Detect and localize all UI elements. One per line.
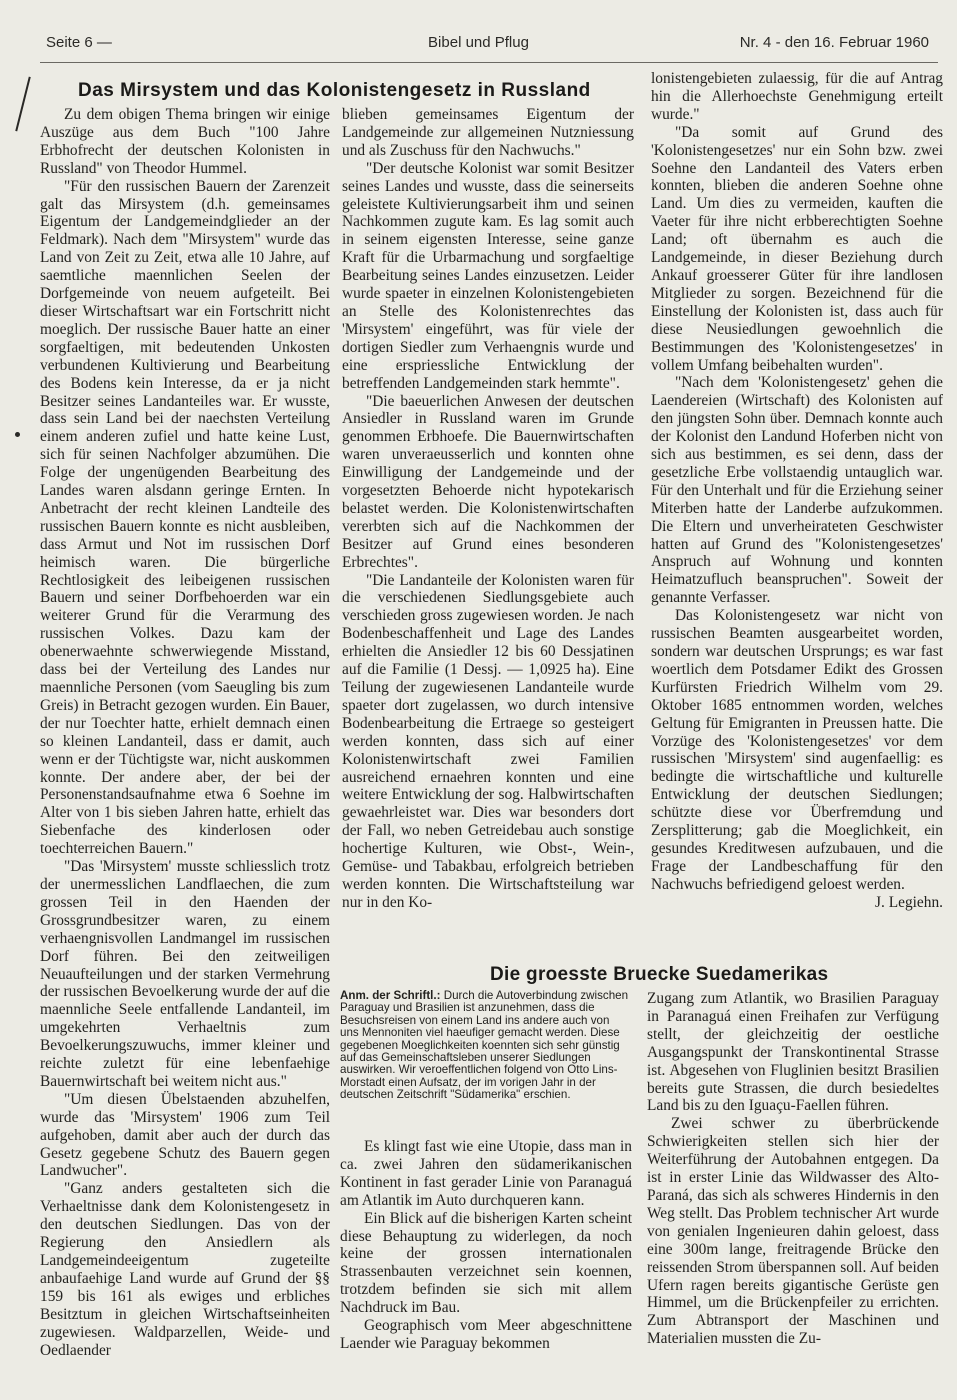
editor-note bbox=[340, 990, 630, 1136]
paragraph: Zugang zum Atlantik, wo Brasilien Paraguay in Paranaguá einen Freihafen zur Verfügung stellt, der gleichzeitig der oestliche Ausgangspunkt der Transkontinental Strasse ist. Abgesehen von Fluglinien besitzt Brasilien bereits gute Strassen, die durch besiedeltes Land bis zu den Iguaçu-Faellen führen. bbox=[647, 990, 939, 1115]
issue-date: Nr. 4 - den 16. Februar 1960 bbox=[739, 34, 929, 51]
paragraph: Zu dem obigen Thema bringen wir einige Auszüge aus dem Buch "100 Jahre Erbhofrecht der deutschen Kolonisten in Russland" von Theodor Hummel. bbox=[40, 106, 330, 177]
paragraph: "Der deutsche Kolonist war somit Besitzer seines Landes und wusste, dass die seinerseits geleistete Kultivierungsarbeit ihm und seinen Nachkommen zugute kam. Es lag somit auch in seinem eigensten Interesse, seine ganze Kraft für die Urbarmachung und sorgfaeltige Bearbeitung seines Landes einzusetzen. Leider wurde spaeter in einzelnen Kolonistengebieten an Stelle des Kolonistenrechtes das 'Mirsystem' eingeführt, was für viele der dortigen Siedler zum Verhaengnis wurde und eine erspriessliche Entwicklung der betreffenden Landgemeinden stark hemmte". bbox=[342, 159, 634, 392]
margin-dot bbox=[15, 432, 20, 437]
article2-title: Die groesste Bruecke Suedamerikas bbox=[490, 964, 829, 985]
paragraph: Geographisch vom Meer abgeschnittene Laender wie Paraguay bekommen bbox=[340, 1317, 632, 1352]
paragraph: "Da somit auf Grund des 'Kolonistengesetzes' nur ein Sohn bzw. zwei Soehne den Landanteil des Vaters erben konnten, blieben die anderen Soehne ohne Land. Um dies zu vermeiden, kauften die Vaeter für ihre nicht erbberechtigten Soehne Land; oft übernahm es auch die Landgemeinde, in dieser Beziehung durch Ankauf groesserer Güter für ihre landlosen Mitglieder zu sorgen. Bezeichnend für die Einstellung der Kolonisten ist, dass auch für diese Neusiedlungen gewoehnlich die Bestimmungen des 'Kolonistengesetzes' in vollem Umfang beibehalten wurden". bbox=[651, 123, 943, 374]
article1-column-3 bbox=[651, 70, 943, 950]
article2-column-2 bbox=[647, 990, 939, 1396]
paragraph: "Die baeuerlichen Anwesen der deutschen Ansiedler in Russland waren im Grunde genommen Erbhoefe. Die Bauernwirtschaften waren unveraeusserlich und konnten ohne Einwilligung der Landgemeinde und der vorgesetzten Behoerde nicht hypotekarisch belastet werden. Die Kolonistenwirtschaften vererbten sich auf die Nachkommen der Besitzer auf Grund eines besonderen Erbrechtes". bbox=[342, 392, 634, 571]
margin-mark bbox=[15, 77, 30, 132]
paragraph: Das Kolonistengesetz war nicht von russischen Beamten ausgearbeitet worden, sondern war deutschen Ursprungs; es war fast woertlich dem Potsdamer Edikt des Grossen Kurfürsten Friedrich Wilhelm vom 29. Oktober 1685 entnommen worden, welches Geltung für Emigranten in Preussen hatte. Die Vorzüge des 'Kolonistengesetzes' vor dem russischen 'Mirsystem' sind augenfaellig: es bedingte die wirtschaftliche und kulturelle Entwicklung der deutschen Siedlungen; schützte diese vor Überfremdung und Zersplitterung; gab die Moeglichkeit, ein gesundes Kreditwesen aufzubauen, und die Frage der Landbeschaffung für den Nachwuchs befriedigend geloest werden. bbox=[651, 607, 943, 893]
article1-title: Das Mirsystem und das Kolonistengesetz in Russland bbox=[78, 80, 591, 101]
paragraph: "Ganz anders gestalteten sich die Verhaeltnisse dank dem Kolonistengesetz in den deutschen Siedlungen. Das von der Regierung den Ansiedlern als Landgemeindeeigentum zugeteilte anbaufaehige Land wurde auf Grund der §§ 159 bis 161 als ewiges und erbliches Besitztum in gleichen Wirtschaftseinheiten zugewiesen. Waldparzellen, Weide- und Oedlaender bbox=[40, 1180, 330, 1359]
article1-column-2 bbox=[342, 106, 634, 956]
paragraph: "Um diesen Übelstaenden abzuhelfen, wurde das 'Mirsystem' 1906 zum Teil aufgehoben, damit aber auch der durch das Gesetz gegebene Schutz des Bauern gegen Landwucher". bbox=[40, 1090, 330, 1180]
paragraph: Es klingt fast wie eine Utopie, dass man in ca. zwei Jahren den südamerikanischen Kontinent in fast gerader Linie von Paranaguá am Atlantik im Auto durchqueren kann. bbox=[340, 1138, 632, 1209]
header-divider bbox=[40, 62, 938, 63]
paragraph: blieben gemeinsames Eigentum der Landgemeinde zur allgemeinen Nutzniessung und als Zuschuss für den Nachwuchs." bbox=[342, 106, 634, 159]
paragraph: "Für den russischen Bauern der Zarenzeit galt das Mirsystem (d.h. gemeinsames Eigentum der Landgemeindglieder an der Feldmark). Nach dem "Mirsystem" wurde das Land von Zeit zu Zeit, etwa alle 10 Jahre, auf saemtliche maennlichen Seelen der Dorfgemeinde von neuem aufgeteilt. Bei dieser Wirtschaftsart war ein Fortschritt nicht moeglich. Der russische Bauer hatte an einer sorgfaeltigen, mit bedeutenden Unkosten verbundenen Kultivierung und Bearbeitung des Bodens kein Interesse, da er ja nicht Besitzer seines Landanteiles war. Er wusste, dass sein Land bei der naechsten Verteilung einem anderen zufiel und hatte keine Lust, sich für seinen Nachfolger abzumühen. Die Folge der ungenügenden Bearbeitung des Landes waren alsdann geringe Ernten. In Anbetracht der recht kleinen Landteile des russischen Bauern konnte es nicht ausbleiben, dass Armut und Not im russischen Dorf heimisch waren. Die bürgerliche Rechtlosigkeit des leibeigenen russischen Bauern und seiner Dorfbehoerden war ein weiterer Grund für die Verarmung des russischen Volkes. Dazu kam der obenerwaehnte schwerwiegende Misstand, dass bei der Verteilung des Landes nur maennliche Personen (vom Saeugling bis zum Greis) in Betracht gezogen wurden. Ein Bauer, der nur Toechter hatte, erhielt demnach einen so kleinen Landanteil, dass er damit, auch wenn er der Tüchtigste war, nicht auskommen konnte. Der andere aber, der bei der Personenstandsaufnahme etwa 6 Soehne im Alter von 1 bis sieben Jahren hatte, erhielt das Siebenfache des kinderlosen oder toechterreichen Bauern." bbox=[40, 177, 330, 858]
editor-note-label: Anm. der Schriftl.: bbox=[340, 990, 441, 1002]
editor-note-text: Durch die Autoverbindung zwischen Paraguay und Brasilien ist anzunehmen, dass die Besuchsreisen von einem Land ins andere auch von uns Mennoniten viel haeufiger gemacht werden. Diese gegebenen Moeglichkeiten koennten sich sehr günstig auf das Gemeinschaftsleben unserer Siedlungen auswirken. Wir veroeffentlichen folgend von Otto Lins-Morstadt einen Aufsatz, der im vorigen Jahr in der deutschen Zeitschrift "Südamerika" erschien. bbox=[340, 990, 629, 1102]
article1-column-1 bbox=[40, 106, 330, 1396]
page-number: Seite 6 — bbox=[46, 34, 112, 51]
paragraph: Zwei schwer zu überbrückende Schwierigkeiten stellen sich hier der Weiterführung der Autobahnen entgegen. Da ist in erster Linie das Wildwasser des Alto-Paraná, das sich als schweres Hindernis in den Weg stellt. Das Problem technischer Art wurde von genialen Ingenieuren dahin geloest, dass eine 300m lange, freitragende Brücke den reissenden Strom überspannen soll. Auf beiden Ufern ragen bereits gigantische Gerüste gen Himmel, um die Brückenpfeiler zu errichten. Zum Abtransport der Maschinen und Materialien mussten die Zu- bbox=[647, 1115, 939, 1348]
article2-column-1 bbox=[340, 1138, 632, 1394]
author-signature: J. Legiehn. bbox=[875, 893, 943, 911]
paragraph: "Nach dem 'Kolonistengesetz' gehen die Laendereien (Wirtschaft) des Kolonisten auf den jüngsten Sohn über. Demnach konnte auch der Kolonist den Landund Hoferben nicht von sich aus bestimmen, es sei denn, dass der gesetzliche Erbe vollstaendig untauglich war. Für den Unterhalt und für die Erziehung seiner Miterben hatte der Landerbe aufzukommen. Die Eltern und unverheirateten Geschwister hatten auf Grund des "Kolonistengesetzes' Anspruch auf Wohnung und konnten Heimatzufluch beanspruchen". Soweit der genannte Verfasser. bbox=[651, 374, 943, 607]
paragraph: "Das 'Mirsystem' musste schliesslich trotz der unermesslichen Landflaechen, die zum grossen Teil in den Haenden der Grossgrundbesitzer waren, zu einem verhaengnisvollen Landmangel im russischen Dorf führen. Bei den zeitweiligen Neuaufteilungen und der starken Vermehrung der russischen Bevoelkerung wurde der auf die maennliche Seele entfallende Landanteil, im umgekehrten Verhaeltnis zum Bevoelkerungszuwuchs, immer kleiner und reichte zuletzt für eine lebenfaehige Bauernwirtschaft bei weitem nicht aus." bbox=[40, 858, 330, 1090]
paragraph: "Die Landanteile der Kolonisten waren für die verschiedenen Siedlungsgebiete auch verschieden gross zugewiesen worden. Je nach Bodenbeschaffenheit und Lage des Landes erhielten die Ansiedler 12 bis 60 Dessjatinen auf die Familie (1 Dessj. — 1,0925 ha). Eine Teilung der zugewiesenen Landanteile wurde spaeter dort zugelassen, wo durch intensive Bodenbearbeitung die Ertraege so gesteigert werden konnten, dass sich auf einer Kolonistenwirtschaft zwei Familien ausreichend ernaehren konnten und eine weitere Entwicklung der sog. Halbwirtschaften gewaehrleistet war. Dies war besonders dort der Fall, wo neben Getreidebau auch sonstige hochertige Kulturen, wie Obst-, Wein-, Gemüse- und Tabakbau, erfolgreich betrieben werden konnten. Die Wirtschaftsteilung war nur in den Ko- bbox=[342, 571, 634, 911]
paragraph: lonistengebieten zulaessig, für die auf Antrag hin die Allerhoechste Genehmigung erteilt wurde." bbox=[651, 70, 943, 123]
publication-title: Bibel und Pflug bbox=[428, 34, 529, 51]
paragraph: Ein Blick auf die bisherigen Karten scheint diese Behauptung zu widerlegen, da noch keine der grossen internationalen Strassenbauten verzeichnet sein koennen, trotzdem befinden sie sich mit allem Nachdruck im Bau. bbox=[340, 1209, 632, 1317]
